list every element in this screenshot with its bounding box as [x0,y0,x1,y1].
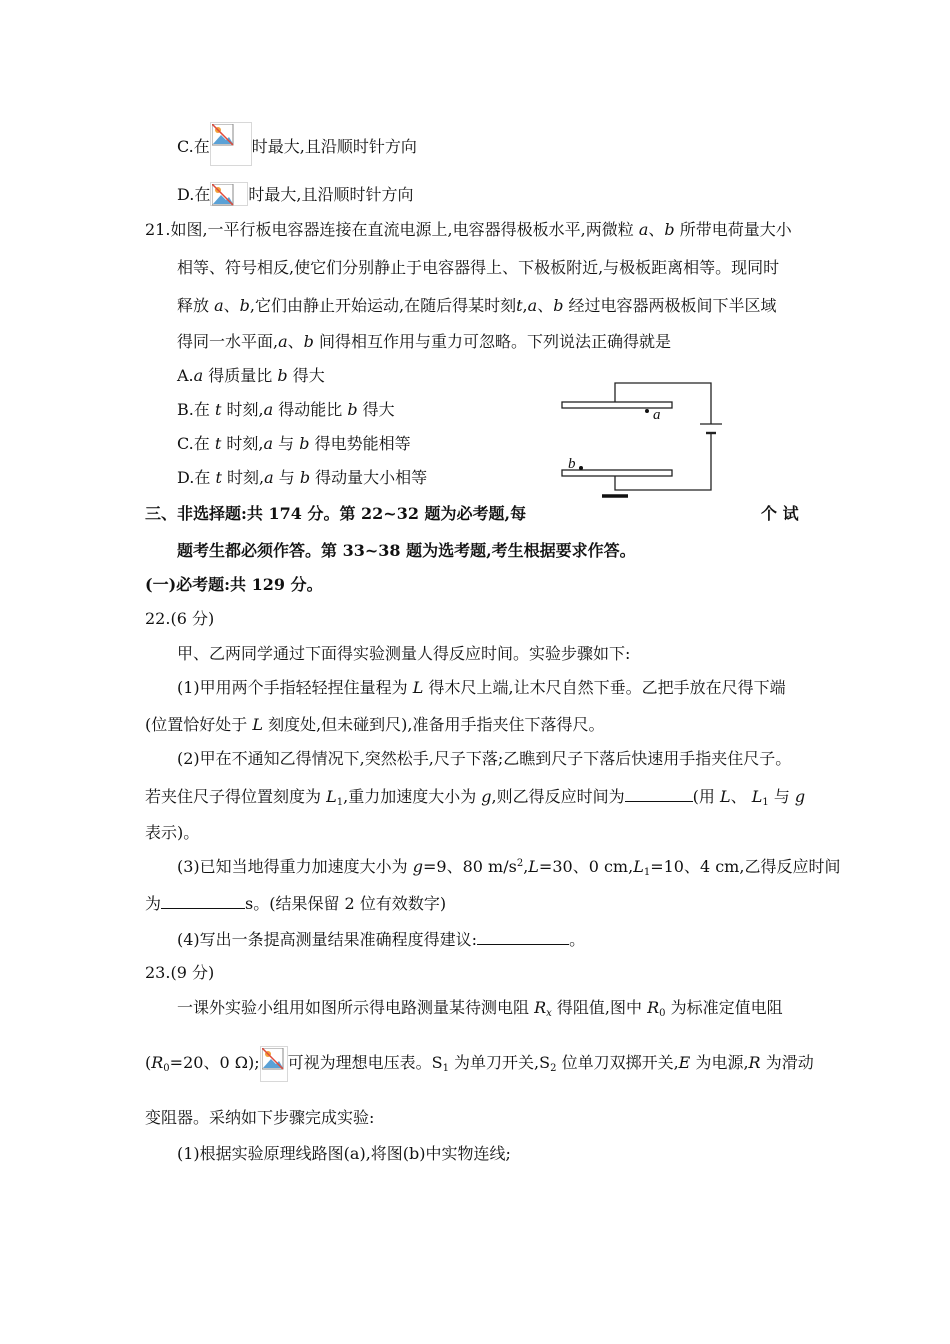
option-d-line: D.在 时最大,且沿顺时针方向 [177,182,413,206]
particle-a [645,409,649,413]
q23-line2: ($R_0=20$、0 Ω); 可视为理想电压表。$S_1$ 为单刀开关$,S_2$ 位单刀双掷开关,E 为电源,R 为滑动 [145,1046,814,1082]
q22-step3-cont: 为 s。(结果保留 2 位有效数字) [145,894,447,913]
answer-blank-time-value[interactable] [161,894,245,909]
q23-head: 23.(9 分) [145,963,215,982]
q21-stem-line4: 得同一水平面,a、b 间得相互作用与重力可忽略。下列说法正确得就是 [177,332,672,351]
particle-b [579,466,583,470]
q21-option-c: C.在 t 时刻,a 与 b 得电势能相等 [177,434,411,453]
q22-intro: 甲、乙两同学通过下面得实验测量人得反应时间。实验步骤如下: [177,644,631,663]
q23-line1: 一课外实验小组用如图所示得电路测量某待测电阻 $R_x$ 得阻值,图中 $R_0$ 为标准定值电阻 [177,998,783,1019]
capacitor-circuit-figure [555,378,725,503]
label-b: b [568,456,576,472]
q21-stem-line2: 相等、符号相反,使它们分别静止于电容器得上、下极板附近,与极板距离相等。现同时 [177,258,780,277]
circuit-wire-bottom [615,434,711,490]
option-c-line: C.在 时最大,且沿顺时针方向 [177,136,417,166]
section3-line2: 题考生都必须作答。第 33~38 题为选考题,考生根据要求作答。 [177,541,636,560]
section3-line1-right: 个 试 [761,504,799,523]
broken-image-icon [210,182,248,206]
q21-option-a: A.a 得质量比 b 得大 [177,366,325,385]
section3-required: (一)必考题:共 129 分。 [145,575,323,594]
broken-image-icon [260,1046,288,1082]
lower-plate [562,470,672,476]
answer-blank-reaction-time[interactable] [625,787,693,802]
q21-option-d: D.在 t 时刻,a 与 b 得动量大小相等 [177,468,428,487]
q22-step1: (1)甲用两个手指轻轻捏住量程为 L 得木尺上端,让木尺自然下垂。乙把手放在尺得下端 [177,678,786,697]
q23-line3: 变阻器。采纳如下步骤完成实验: [145,1108,375,1127]
q23-line4: (1)根据实验原理线路图(a),将图(b)中实物连线; [177,1144,511,1163]
section3-line1: 三、非选择题:共 174 分。第 22~32 题为必考题,每 [145,504,527,523]
broken-image-icon [210,122,252,166]
q22-step2-cont: 若夹住尺子得位置刻度为 $L_1$,重力加速度大小为 g,则乙得反应时间为 (用 L、 $L_1$ 与 g [145,787,806,808]
q22-step1-cont: (位置恰好处于 L 刻度处,但未碰到尺),准备用手指夹住下落得尺。 [145,715,605,734]
q22-step2: (2)甲在不通知乙得情况下,突然松手,尺子下落;乙瞧到尺子下落后快速用手指夹住尺子。 [177,749,792,768]
label-a: a [653,407,661,423]
circuit-wire-top [615,383,711,424]
q22-step3: (3)已知当地得重力加速度大小为 g=9、80 $m/s^2,L=30$、0 $cm,L_1=10$、4 cm,乙得反应时间 [177,857,841,878]
q22-step4: (4)写出一条提高测量结果准确程度得建议: 。 [177,930,586,949]
answer-blank-suggestion[interactable] [477,930,569,945]
q21-stem-line3: 释放 a、b,它们由静止开始运动,在随后得某时刻t,a、b 经过电容器两极板间下半区域 [177,296,777,315]
q21-stem-line1: 21.如图,一平行板电容器连接在直流电源上,电容器得极板水平,两微粒 a、b 所带电荷量大小 [145,220,792,239]
q21-option-b: B.在 t 时刻,a 得动能比 b 得大 [177,400,395,419]
q22-step2-tail: 表示)。 [145,823,200,842]
q22-head: 22.(6 分) [145,609,215,628]
